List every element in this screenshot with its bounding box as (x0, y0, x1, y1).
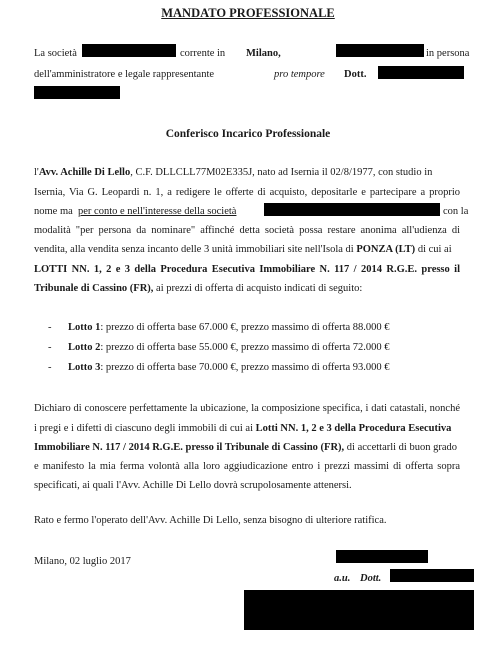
redaction-company-name-2 (264, 203, 440, 216)
signature-au: a.u. (334, 573, 351, 584)
redaction-representative-name-2 (34, 86, 120, 99)
redaction-address (336, 44, 424, 57)
intro-pro-tempore: pro tempore (274, 69, 325, 80)
intro-city: Milano, (246, 48, 281, 59)
para2-pregi-text: i pregi e i difetti di ciascuno degli immobili di cui ai (34, 423, 253, 434)
lot-2-dash: - (48, 342, 52, 353)
redaction-representative-name-1 (378, 66, 464, 79)
para1-line-2: Isernia, Via G. Leopardi n. 1, a redigere le offerte di acquisto, depositarle e partecipare a proprio (34, 187, 460, 198)
para1-line-5 (34, 243, 460, 256)
lot-2-prices: : prezzo di offerta base 55.000 €, prezzo massimo di offerta 72.000 € (100, 342, 390, 353)
para1-lawyer-name: Avv. Achille Di Lello (38, 167, 131, 178)
lot-1-prices: : prezzo di offerta base 67.000 €, prezzo massimo di offerta 88.000 € (100, 322, 390, 333)
para1-di-cui: di cui ai (417, 244, 452, 255)
para1-court: Tribunale di Cassino (FR), (34, 283, 154, 294)
intro-representative-text: dell'amministratore e legale rappresentante (34, 69, 215, 80)
para2-accept-text: di accettarli di buon grado (346, 442, 458, 453)
signature-dott: Dott. (360, 573, 382, 584)
redaction-company-name (82, 44, 176, 57)
para2-lots-bold: Lotti NN. 1, 2 e 3 della Procedura Esecutiva (255, 423, 452, 434)
redaction-signature-block (244, 590, 474, 630)
para2-line-2 (34, 422, 460, 435)
section-heading: Conferisco Incarico Professionale (165, 128, 331, 140)
intro-dott: Dott. (344, 69, 367, 80)
para2-line-5: specificati, ai quali l'Avv. Achille Di Lello dovrà scrupolosamente attenersi. (34, 480, 352, 491)
lot-3-prices: : prezzo di offerta base 70.000 €, prezzo massimo di offerta 93.000 € (100, 362, 390, 373)
para1-line-6: LOTTI NN. 1, 2 e 3 della Procedura Esecutiva Immobiliare N. 117 / 2014 R.G.E. presso il (34, 264, 460, 275)
lot-3-dash: - (48, 362, 52, 373)
place-and-date: Milano, 02 luglio 2017 (34, 556, 131, 567)
redaction-signature-name (390, 569, 474, 582)
lot-1-dash: - (48, 322, 52, 333)
para1-article: l' (34, 167, 39, 178)
para1-cf-text: , C.F. DLLCLL77M02E335J, nato ad Isernia il 02/8/1977, con studio in (130, 167, 433, 178)
intro-in-persona: in persona (426, 48, 470, 59)
para1-line-1 (34, 166, 432, 179)
para1-line-3-underlined: per conto e nell'interesse della società (78, 206, 237, 217)
para3-ratification: Rato e fermo l'operato dell'Avv. Achille Di Lello, senza bisogno di ulteriore ratifica. (34, 515, 387, 526)
para1-prices-text: ai prezzi di offerta di acquisto indicati di seguito: (156, 283, 363, 294)
para1-line-4: modalità "per persona da nominare" affinché detta società possa restare anonima all'udienza di (34, 225, 460, 236)
para1-sale-text: vendita, alla vendita senza incanto delle 3 unità immobiliari site nell'Isola di (34, 244, 354, 255)
intro-office-label: corrente in (180, 48, 226, 59)
lot-3-label: Lotto 3 (68, 362, 101, 373)
para1-line-7 (34, 282, 362, 295)
para1-line-3-start: nome ma (34, 206, 73, 217)
document-title: MANDATO PROFESSIONALE (161, 6, 335, 20)
lot-1-label: Lotto 1 (68, 322, 101, 333)
para2-line-1: Dichiaro di conoscere perfettamente la ubicazione, la composizione specifica, i dati catastali, nonché (34, 403, 460, 414)
para2-line-3 (34, 441, 460, 454)
para2-line-4: e manifesto la mia ferma volontà alla loro aggiudicazione entro i prezzi massimi di offerta sopra (34, 461, 460, 472)
para1-line-3-end: con la (443, 206, 469, 217)
intro-company-label: La società (34, 48, 77, 59)
para2-procedure-bold: Immobiliare N. 117 / 2014 R.G.E. presso il Tribunale di Cassino (FR), (34, 442, 345, 453)
para1-location: PONZA (LT) (356, 244, 416, 255)
redaction-signature-top (336, 550, 428, 563)
lot-2-label: Lotto 2 (68, 342, 101, 353)
